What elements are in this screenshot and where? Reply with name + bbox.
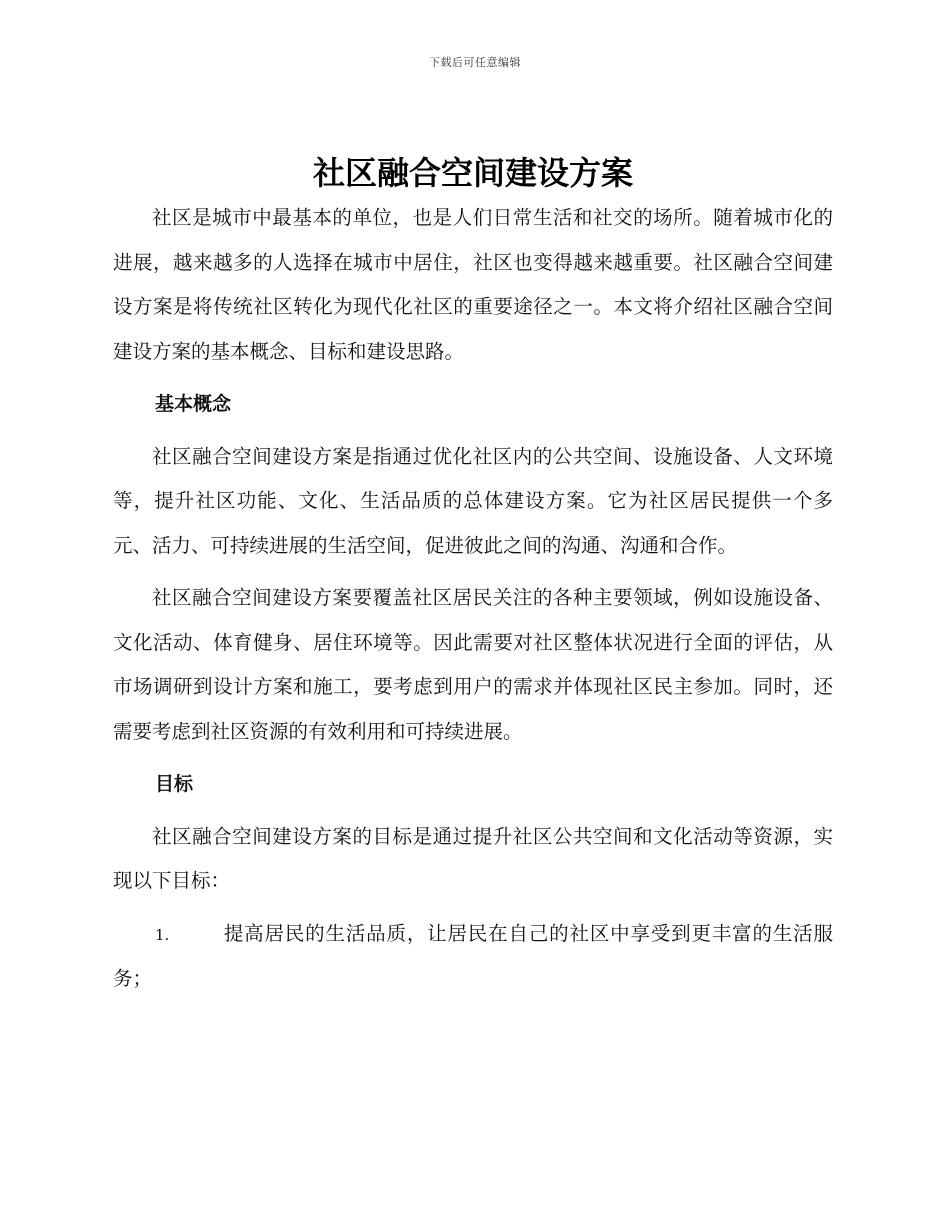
section-heading-concept: 基本概念 xyxy=(155,393,232,415)
list-item-number: 1. xyxy=(155,925,170,944)
document-title: 社区融合空间建设方案 xyxy=(312,154,633,192)
spacer xyxy=(113,568,833,576)
concept-paragraph-1: 社区融合空间建设方案是指通过优化社区内的公共空间、设施设备、人文环境等，提升社区功能、文化、生活品质的总体建设方案。它为社区居民提供一个多元、活力、可持续进展的生活空间，促进彼此之间的沟通、沟通和合作。 xyxy=(113,444,833,557)
document-body xyxy=(113,150,833,1002)
section-heading-goals: 目标 xyxy=(155,773,194,795)
intro-paragraph: 社区是城市中最基本的单位，也是人们日常生活和社交的场所。随着城市化的进展，越来越多的人选择在城市中居住，社区也变得越来越重要。社区融合空间建设方案是将传统社区转化为现代化社区的重要途径之一。本文将介绍社区融合空间建设方案的基本概念、目标和建设思路。 xyxy=(113,206,833,363)
list-item xyxy=(113,912,833,1002)
goals-paragraph-1: 社区融合空间建设方案的目标是通过提升社区公共空间和文化活动等资源，实现以下目标： xyxy=(113,824,833,892)
spacer xyxy=(113,807,833,815)
spacer xyxy=(113,754,833,762)
spacer xyxy=(113,427,833,435)
spacer xyxy=(113,904,833,912)
page-header-note: 下载后可任意编辑 xyxy=(429,56,521,69)
spacer xyxy=(113,374,833,382)
list-item-text: 提高居民的生活品质，让居民在自己的社区中享受到更丰富的生活服务； xyxy=(113,921,833,990)
concept-paragraph-2: 社区融合空间建设方案要覆盖社区居民关注的各种主要领域，例如设施设备、文化活动、体育健身、居住环境等。因此需要对社区整体状况进行全面的评估，从市场调研到设计方案和施工，要考虑到用户的需求并体现社区民主参加。同时，还需要考虑到社区资源的有效利用和可持续进展。 xyxy=(113,586,833,743)
